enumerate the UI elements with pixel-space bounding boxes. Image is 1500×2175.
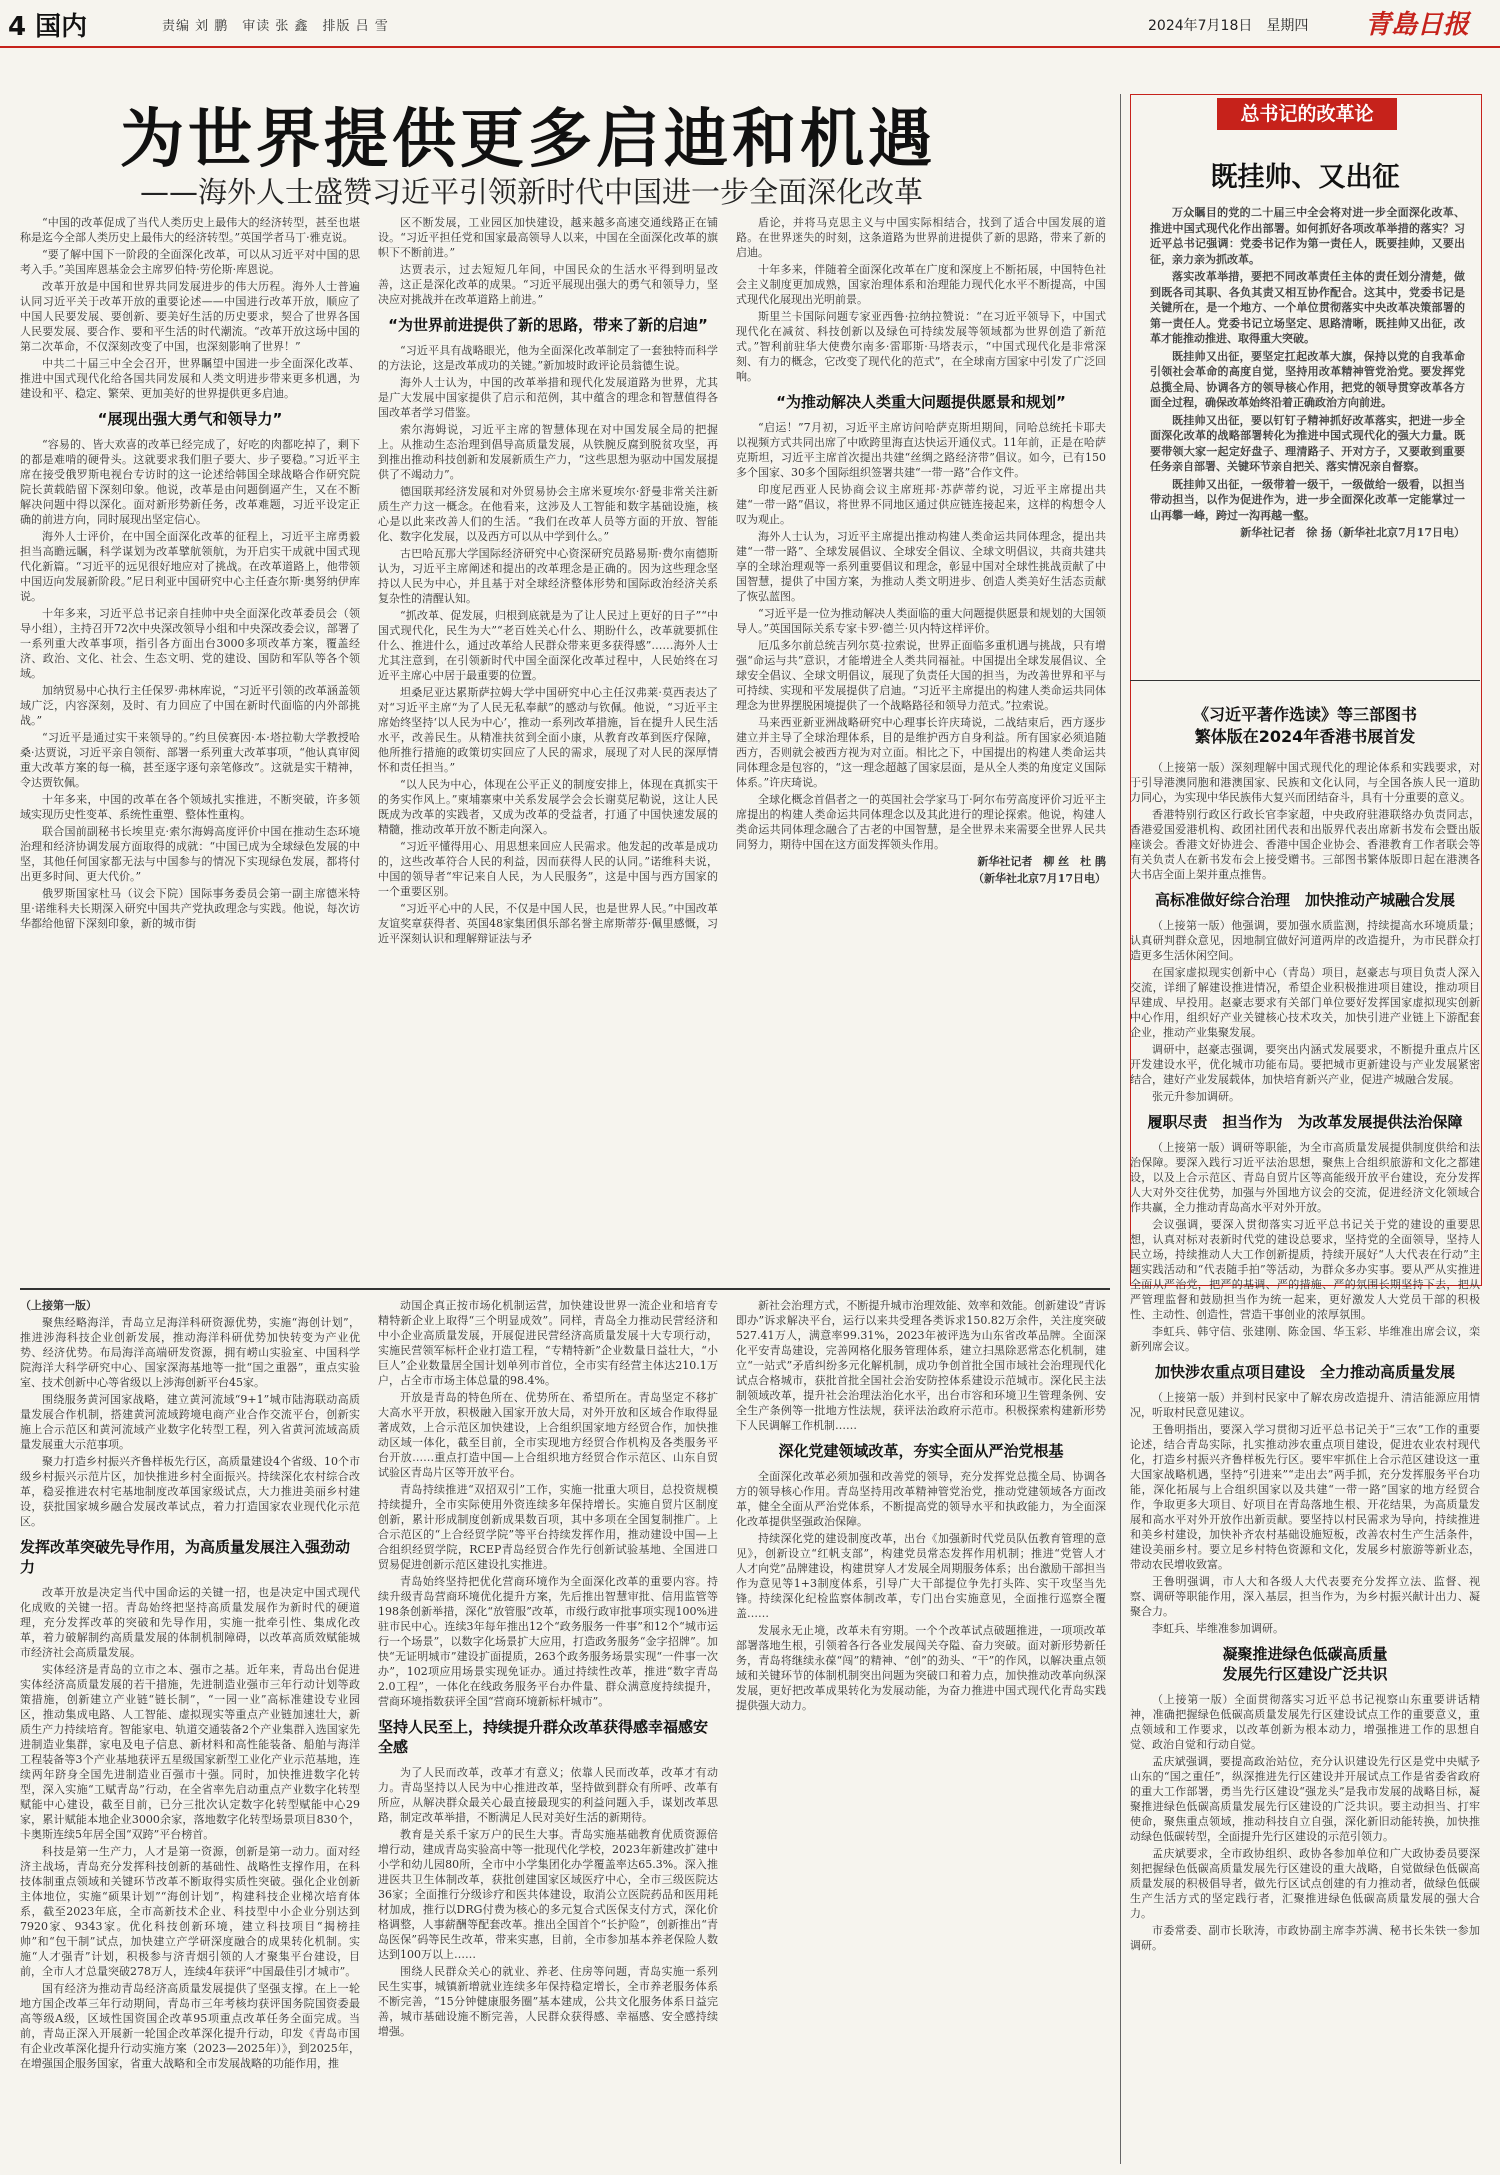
paragraph: 海外人士认为，习近平主席提出推动构建人类命运共同体理念，提出共建“一带一路”、全球发展倡议、全球安全倡议、全球文明倡议，共商共建共享的全球治理观等一系列重要倡议和理念，彰显中国对全球性挑战贡献了中国智慧，提供了中国方案，为推动人类文明进步、创造人类美好生活态贡献了恢弘蓝图。	[736, 530, 1106, 603]
paragraph: “习近平具有战略眼光，他为全面深化改革制定了一套独特而科学的方法论，这是改革成功的关键。”新加坡时政评论员翁德生说。	[378, 344, 718, 372]
article-dateline: （新华社北京7月17日电）	[973, 872, 1106, 885]
paragraph: 聚焦经略海洋，青岛立足海洋科研资源优势，实施“海创计划”，推进涉海科技企业创新发展，推动海洋科研优势加快转变为产业优势、经济优势。布局海洋高端研发资源，拥有崂山实验室、中国科学院海洋大科学研究中心、国家深海基地等一批“国之重器”，重点实验室、技术创新中心等省级以上涉海创新平台45家。	[20, 1316, 360, 1389]
paragraph: （上接第一版）全面贯彻落实习近平总书记视察山东重要讲话精神，准确把握绿色低碳高质量发展先行区建设试点工作的重要意义，重点领域和工作要求，以改革创新为根本动力，增强推进工作的思想自觉、政治自觉和行动自觉。	[1130, 1693, 1480, 1751]
commentary-body	[1150, 205, 1465, 570]
column-divider	[1120, 94, 1121, 2164]
main-headline: 为世界提供更多启迪和机遇	[120, 102, 936, 177]
paragraph: 斯里兰卡国际问题专家亚西鲁·拉纳拉赞说：“在习近平领导下，中国式现代化在减贫、科技创新以及绿色可持续发展等领域都为世界创造了新范式。”智利前驻华大使费尔南多·雷耶斯·马塔表示，“中国式现代化是非常深刻、有力的概念，它改变了现代化的范式”，在全球南方国家中引发了广泛回响。	[736, 310, 1106, 383]
paragraph: 张元升参加调研。	[1152, 1090, 1240, 1103]
paragraph: “习近平是通过实干来领导的。”约旦侯赛因·本·塔拉勒大学教授哈桑·达贾说，习近平亲自领衔、部署一系列重大改革事项，“他认真审阅重大改革方案的每一稿，甚至逐字逐句亲笔修改”。这就是实干精神，令达贾钦佩。	[20, 731, 360, 789]
paragraph: 发展永无止境，改革未有穷期。一个个改革试点破题推进，一项项改革部署落地生根，引领着各行各业发展闯关夺隘、奋力突破。面对新形势新任务，青岛将继续永葆“闯”的精神、“创”的劲头、“干”的作风，以解决重点领域和关键环节的体制机制突出问题为突破口和着力点，加快推动改革向纵深发展，更好把改革成果转化为发展动能，为奋力推进中国式现代化青岛实践提供强大动力。	[736, 1624, 1106, 1712]
commentary-byline: 新华社记者 徐 扬（新华社北京7月17日电）	[1240, 526, 1465, 539]
section-divider	[1130, 680, 1480, 681]
section-heading: 坚持人民至上，持续提升群众改革获得感幸福感安全感	[378, 1718, 709, 1756]
paragraph: “抓改革、促发展，归根到底就是为了让人民过上更好的日子”“中国式现代化，民生为大”“老百姓关心什么、期盼什么，改革就要抓住什么、推进什么，通过改革给人民群众带来更多获得感”……海外人士尤其注意到，在引领新时代中国全面深化改革过程中，人民始终在习近平主席心中居于最重要的位置。	[378, 609, 718, 682]
paragraph: 厄瓜多尔前总统吉列尔莫·拉索说，世界正面临多重机遇与挑战，只有增强“命运与共”意识，才能增进全人类共同福祉。中国提出全球发展倡议、全球安全倡议、全球文明倡议，展现了负责任大国的担当，为改善世界和平与可持续、实现和平发展提供了启迪。“习近平主席提出的构建人类命运共同体理念为世界摆脱困境提供了一个战略路径和领导力范式。”拉索说。	[736, 639, 1106, 712]
section-divider	[20, 1288, 1110, 1290]
paragraph: 开放是青岛的特色所在、优势所在、希望所在。青岛坚定不移扩大高水平开放，积极融入国家开放大局，对外开放和区域合作取得显著成效，上合示范区加快建设，上合组织国家地方经贸合作，加快推动区域一体化，截至目前，全市实现地方经贸合作机构及各类服务平台开放……重点打造中国—上合组织地方经贸合作示范区、山东自贸试验区青岛片区等开放平台。	[378, 1391, 718, 1479]
paragraph: 科技是第一生产力，人才是第一资源，创新是第一动力。面对经济主战场，青岛充分发挥科技创新的基础性、战略性支撑作用，在科技体制重点领域和关键环节改革不断取得实质性突破。强化企业创新主体地位，实施“硕果计划”“海创计划”，构建科技企业梯次培育体系，截至2023年底，全市高新技术企业、科技型中小企业分别达到7920家、9343家。优化科技创新环境，建立科技项目“揭榜挂帅”和“包干制”试点，加快建立产学研深度融合的成果转化机制。实施“人才强青”计划，积极参与济青烟引领的人才聚集平台建设，目前，全市人才总量突破278万人，连续4年获评“中国最佳引才城市”。	[20, 1845, 360, 1978]
paragraph: “习近平懂得用心、用思想来回应人民需求。他发起的改革是成功的，这些改革符合人民的利益，因而获得人民的认同。”诺维科夫说，中国的领导者“牢记来自人民，为人民服务”，这是中国与西方国家的一个重要区别。	[378, 840, 718, 898]
paragraph: 十年多来，习近平总书记亲自挂帅中央全面深化改革委员会（领导小组），主持召开72次中央深改领导小组和中央深改委会议，部署了一系列重大改革事项，指引各方面出台3000多项改革方案，覆盖经济、政治、文化、社会、生态文明、党的建设、国防和军队等各个领域。	[20, 607, 360, 680]
article-column-2	[378, 215, 718, 1280]
story-heading: 高标准做好综合治理 加快推动产城融合发展	[1154, 891, 1455, 909]
column-tag: 总书记的改革论	[1217, 98, 1397, 130]
article-column-1	[20, 215, 360, 1280]
paragraph: “习近平心中的人民，不仅是中国人民，也是世界人民。”中国改革友谊奖章获得者、英国48家集团俱乐部名誉主席斯蒂芬·佩里感慨，习近平深刻认识和理解辩证法与矛	[378, 902, 718, 945]
paragraph: 动国企真正按市场化机制运营，加快建设世界一流企业和培育专精特新企业上取得“三个明显成效”。同样，青岛全力推动民营经济和中小企业高质量发展，开展促进民营经济高质量发展十大专项行动，实施民营领军标杆企业打造工程，“专精特新”企业数量日益壮大，“小巨人”企业数量居全国计划单列市首位，全市实有经营主体达210.1万户，占全市市场主体总量的98.4%。	[378, 1299, 718, 1387]
paragraph: 既挂帅又出征，要以钉钉子精神抓好改革落实，把进一步全面深化改革的战略部署转化为推进中国式现代化的强大力量。既要带领大家一起定好盘子、理清路子、开对方子，又要敢到重要任务亲自部署、关键环节亲自把关、落实情况亲自督察。	[1150, 413, 1465, 473]
right-news-column	[1130, 700, 1480, 2170]
paragraph: 调研中，赵豪志强调，要突出内涵式发展要求，不断提升重点片区开发建设水平，优化城市功能布局。要把城市更新建设与产业发展紧密结合，建好产业发展载体，加快培育新兴产业，促进产城融合发展。	[1130, 1043, 1480, 1086]
paragraph: 为了人民而改革，改革才有意义；依靠人民而改革，改革才有动力。青岛坚持以人民为中心推进改革，坚持做到群众有所呼、改革有所应，从解决群众最关心最直接最现实的利益问题入手，谋划改革思路，制定改革举措，不断满足人民对美好生活的新期待。	[378, 1766, 718, 1824]
article-byline: 新华社记者 柳 丝 杜 鹃	[977, 855, 1106, 868]
lower-column-2	[378, 1298, 718, 2168]
lower-column-3	[736, 1298, 1117, 2168]
paragraph: 改革开放是中国和世界共同发展进步的伟大历程。海外人士普遍认同习近平关于改革开放的重要论述——中国进行改革开放，顺应了中国人民要发展、要创新、要美好生活的历史要求，契合了世界各国人民要发展、要合作、要和平生活的时代潮流。“改革开放这场中国的第二次革命，不仅深刻改变了中国，也深刻影响了世界！”	[20, 280, 360, 353]
paragraph: “中国的改革促成了当代人类历史上最伟大的经济转型，甚至也堪称是迄今全部人类历史上最伟大的经济转型。”英国学者马丁·雅克说。	[20, 216, 360, 244]
paragraph: 孟庆斌要求，全市政协组织、政协各参加单位和广大政协委员要深刻把握绿色低碳高质量发展先行区建设的重大战略，自觉做绿色低碳高质量发展的积极倡导者，做先行区试点创建的有力推动者，做绿色低碳生产生活方式的坚定践行者，汇聚推进绿色低碳高质量发展的强大合力。	[1130, 1847, 1480, 1920]
paragraph: 加纳贸易中心执行主任保罗·弗林库说，“习近平引领的改革涵盖领域广泛，内容深刻，及时、有力回应了中国在新时代面临的内外部挑战。”	[20, 684, 360, 727]
paragraph: 教育是关系千家万户的民生大事。青岛实施基础教育优质资源倍增行动，建成青岛实验高中等一批现代化学校，2023年新建改扩建中小学和幼儿园80所，全市中小学集团化办学覆盖率达65.3%。深入推进医共卫生体制改革，获批创建国家区域医疗中心，全市三级医院达36家；全面推行分级诊疗和医共体建设，取消公立医院药品和医用耗材加成，推行以DRG付费为核心的多元复合式医保支付方式，深化价格调整，人事薪酬等配套改革。推出全国首个“长护险”，创新推出“青岛医保”码等民生改革，带来实惠，目前，全市参加基本养老保险人数达到100万以上……	[378, 1828, 718, 1961]
paragraph: （上接第一版）他强调，要加强水质监测，持续提高水环境质量；认真研判群众意见，因地制宜做好河道两岸的改造提升，为市民群众打造更多生活休闲空间。	[1130, 919, 1480, 962]
paragraph: 联合国前副秘书长埃里克·索尔海姆高度评价中国在推动生态环境治理和经济协调发展方面取得的成就：“中国已成为全球绿色发展的中坚，其他任何国家都无法与中国参与的情况下实现绿色发展，都将付出更多时间、更大代价。”	[20, 825, 360, 883]
section-heading: 发挥改革突破先导作用，为高质量发展注入强劲动力	[20, 1538, 351, 1576]
paragraph: 十年多来，中国的改革在各个领域扎实推进，不断突破，许多领域实现历史性变革、系统性重塑、整体性重构。	[20, 793, 360, 821]
paragraph: 孟庆斌强调，要提高政治站位，充分认识建设先行区是党中央赋予山东的“国之重任”，纵深推进先行区建设并开展试点工作是省委省政府的重大工作部署，勇当先行区建设“强龙头”是我市发展的战略目标，凝聚推进绿色低碳高质量发展先行区建设的广泛共识。要主动担当、打牢使命，聚焦重点领域，推动科技自立自强，深化新旧动能转换，加快推动绿色低碳转型，全面提升先行区建设的示范引领力。	[1130, 1755, 1480, 1843]
paragraph: 青岛始终坚持把优化营商环境作为全面深化改革的重要内容。持续升级青岛营商环境优化提升方案，先后推出智慧审批、信用监管等198条创新举措，深化“放管服”改革，市级行政审批事项实现100%进驻市民中心。连续3年每年推出12个“政务服务一件事”和12个“城市运行一个场景”，以数字化场景扩大应用，打造政务服务“金字招牌”。加快“无证明城市”建设扩面提质，263个政务服务场景实现“一件事一次办”，102项应用场景实现免证办。通过持续性改革，推进“数字青岛2.0工程”，一体化在线政务服务平台办件量、群众满意度持续提升，营商环境指数获评全国“营商环境新标杆城市”。	[378, 1575, 718, 1708]
paragraph: 围绕人民群众关心的就业、养老、住房等问题，青岛实施一系列民生实事，城镇新增就业连续多年保持稳定增长，全市养老服务体系不断完善，“15分钟健康服务圈”基本建成，公共文化服务体系日益完善，城市基础设施不断完善，人民群众获得感、幸福感、安全感持续增强。	[378, 1965, 718, 2038]
paragraph: 印度尼西亚人民协商会议主席班邦·苏萨蒂约说，习近平主席提出共建“一带一路”倡议，将世界不同地区通过供应链连接起来，这样的构想令人叹为观止。	[736, 483, 1106, 526]
story-heading: 履职尽责 担当作为 为改革发展提供法治保障	[1147, 1113, 1463, 1131]
paragraph: 持续深化党的建设制度改革，出台《加强新时代党员队伍教育管理的意见》，创新设立“红帆支部”，构建党员常态发挥作用机制；推进“党管人才 人才向党”品牌建设，构建贯穿人才发展全周期服务体系；出台激励干部担当作为意见等1+3制度体系，引导广大干部提位争先打头阵、实干攻坚当先锋。持续深化纪检监察体制改革，专门出台实施意见，全面推行巡察全覆盖……	[736, 1532, 1117, 1620]
newspaper-logo: 青島日报	[1365, 10, 1470, 40]
section-heading: “为推动解决人类重大问题提供愿景和规划”	[776, 393, 1066, 411]
page-number-section: 4 国内	[8, 12, 88, 42]
paragraph: （上接第一版）调研等职能，为全市高质量发展提供制度供给和法治保障。要深入践行习近平法治思想，聚焦上合组织旅游和文化之都建设，以及上合示范区、青岛自贸片区等高能级开放平台建设，充分发挥人大对外交往优势，加强与外国地方议会的交流，促进经济文化领域合作共赢，全力推动青岛高水平对外开放。	[1130, 1141, 1480, 1214]
editor-credits: 责编 刘 鹏 审读 张 鑫 排版 吕 雪	[162, 19, 389, 34]
paragraph: 在国家虚拟现实创新中心（青岛）项目，赵豪志与项目负责人深入交流，详细了解建设推进情况，希望企业积极推进项目建设，推动项目早建成、早投用。赵豪志要求有关部门单位要好发挥国家虚拟现实创新中心作用，组织好产业关键核心技术攻关，加快引进产业链上下游配套企业，推动产业集聚发展。	[1130, 966, 1480, 1039]
paragraph: 王鲁明强调，市人大和各级人大代表要充分发挥立法、监督、视察、调研等职能作用，深入基层，担当作为，为乡村振兴献计出力、凝聚合力。	[1130, 1575, 1480, 1618]
paragraph: 聚力打造乡村振兴齐鲁样板先行区，高质量建设4个省级、10个市级乡村振兴示范片区，加快推进乡村全面振兴。持续深化农村综合改革，稳妥推进农村宅基地制度改革国家级试点，大力推进美丽乡村建设，获批国家城乡融合发展改革试点，着力打造国家农业现代化示范区。	[20, 1455, 360, 1528]
paragraph: 索尔海姆说，习近平主席的智慧体现在对中国发展全局的把握上。从推动生态治理到倡导高质量发展，从铁腕反腐到脱贫攻坚，再到推出推动科技创新和发展新质生产力，“这些思想为驱动中国发展提供了不竭动力”。	[378, 423, 718, 481]
commentary-title: 既挂帅、又出征	[1210, 162, 1400, 193]
paragraph: 海外人士评价，在中国全面深化改革的征程上，习近平主席勇毅担当高瞻远瞩，科学谋划为改革擘航领航，为开启实干成就中国式现代化新篇。“习近平的远见很好地应对了挑战。在改革道路上，他带领中国迈向发展新阶段。”尼日利亚中国研究中心主任查尔斯·奥努纳伊库说。	[20, 530, 360, 603]
section-heading: “为世界前进提供了新的思路，带来了新的启迪”	[388, 316, 708, 334]
paragraph: 新社会治理方式，不断提升城市治理效能、效率和效能。创新建设“青诉即办”诉求解决平台，运行以来共受理各类诉求150.82万余件，关注度突破527.41万人，满意率99.31%，2023年被评选为山东省改革品牌。全面深化平安青岛建设，完善网格化服务管理体系，建立扫黑除恶常态化机制，建立“一站式”矛盾纠纷多元化解机制，成功争创首批全国市域社会治理现代化试点合格城市，获批首批全国社会治安防控体系建设示范城市。深化民主法制领域改革，提升社会治理法治化水平，出台市容和环境卫生管理条例、安全生产条例等一批地方性法规，获评法治政府示范市。积极探索构建新形势下人民调解工作机制……	[736, 1299, 1106, 1432]
paragraph: 俄罗斯国家杜马（议会下院）国际事务委员会第一副主席德米特里·诺维科夫长期深入研究中国共产党执政理念与实践。他说，每次访华都给他留下深刻印象，新的城市街	[20, 887, 360, 930]
section-heading: “展现出强大勇气和领导力”	[97, 410, 283, 428]
lower-column-1	[20, 1298, 360, 2168]
paragraph: 改革开放是决定当代中国命运的关键一招，也是决定中国式现代化成败的关键一招。青岛始终把坚持高质量发展作为新时代的硬道理，充分发挥改革的突破和先导作用，实施一批牵引性、集成化改革，着力破解制约高质量发展的体制机制障碍，以改革高质效赋能城市经济社会高质量发展。	[20, 1586, 360, 1659]
paragraph: “启运！”7月初，习近平主席访问哈萨克斯坦期间，同哈总统托卡耶夫以视频方式共同出席了中欧跨里海直达快运开通仪式。11年前，正是在哈萨克斯坦，习近平主席首次提出共建“丝绸之路经济带”倡议。如今，已有150多个国家、30多个国际组织签署共建“一带一路”合作文件。	[736, 421, 1106, 479]
paragraph: 会议强调，要深入贯彻落实习近平总书记关于党的建设的重要思想，认真对标对表新时代党的建设总要求，坚持党的全面领导，坚持人民立场，持续推动人大工作创新提质，持续开展好“人大代表在行动”主题实践活动和“代表随手拍”等活动，为群众多办实事。要从严从实推进全面从严治党，把严的基调、严的措施、严的氛围长期坚持下去，把从严管理监督和鼓励担当作为统一起来，更好激发人大党员干部的积极性、主动性、创造性，营造干事创业的浓厚氛围。	[1130, 1218, 1480, 1321]
continued-marker: （上接第一版）	[20, 1299, 97, 1312]
story-heading: 凝聚推进绿色低碳高质量 发展先行区建设广泛共识	[1222, 1645, 1388, 1683]
paragraph: 马来西亚新亚洲战略研究中心理事长许庆琦说，二战结束后，西方逐步建立并主导了全球治理体系，目的是维护西方自身利益。所有国家必须追随西方，否则就会被西方视为对立面。相比之下，中国提出的构建人类命运共同体理念是包容的，“这一理念超越了国家层面，是从全人类的角度定义国际体系。”许庆琦说。	[736, 716, 1106, 789]
paragraph: 万众瞩目的党的二十届三中全会将对进一步全面深化改革、推进中国式现代化作出部署。如何抓好各项改革举措的落实？习近平总书记强调：党委书记作为第一责任人，既要挂帅，又要出征，亲力亲为抓改革。	[1150, 206, 1465, 266]
section-heading: 深化党建领域改革，夯实全面从严治党根基	[778, 1442, 1064, 1460]
book-story-title: 《习近平著作选读》等三部图书 繁体版在2024年香港书展首发	[1192, 705, 1417, 746]
paragraph: “要了解中国下一阶段的全面深化改革，可以从习近平对中国的思考入手。”美国库恩基金会主席罗伯特·劳伦斯·库恩说。	[20, 248, 360, 276]
main-subheadline: ——海外人士盛赞习近平引领新时代中国进一步全面深化改革	[140, 175, 924, 209]
paragraph: （上接第一版）深刻理解中国式现代化的理论体系和实践要求，对于引导港澳同胞和港澳国家、民族和文化认同，与全国各族人民一道助力同心，为实现中华民族伟大复兴而团结奋斗，具有十分重要的意义。	[1130, 761, 1480, 804]
paragraph: 围绕服务黄河国家战略，建立黄河流域“9+1”城市陆海联动高质量发展合作机制，搭建黄河流域跨境电商产业合作交流平台，创新实施上合示范区和黄河流域产业数字化转型工程，列入省黄河流域高质量发展重大示范事项。	[20, 1393, 360, 1451]
paragraph: 达贾表示，过去短短几年间，中国民众的生活水平得到明显改善，这正是深化改革的成果。“习近平展现出强大的勇气和领导力，坚决应对挑战并在改革道路上前进。”	[378, 263, 718, 306]
paragraph: 市委常委、副市长耿涛，市政协副主席李苏满、秘书长朱铁一参加调研。	[1130, 1924, 1480, 1952]
issue-date: 2024年7月18日 星期四	[1148, 18, 1309, 34]
paragraph: 青岛持续推进“双招双引”工作，实施一批重大项目，总投资规模持续提升，全市实际使用外资连续多年保持增长。实施自贸片区制度创新，累计形成制度创新成果数百项，其中多项在全国复制推广。上合示范区的“上合经贸学院”等平台持续发挥作用，推动建设中国—上合组织经贸学院，RCEP青岛经贸合作先行创新试验基地、全国进口贸易促进创新示范区建设扎实推进。	[378, 1483, 718, 1571]
paragraph: “容易的、皆大欢喜的改革已经完成了，好吃的肉都吃掉了，剩下的都是难啃的硬骨头。这就要求我们胆子要大、步子要稳。”习近平主席在接受俄罗斯电视台专访时的这一论述给韩国全球战略合作研究院院长黄载皓留下深刻印象。他说，改革是由问题倒逼产生，又在不断解决问题中得以深化。面对新形势新任务，改革难题，习近平设定正确的前进方向，同时展现出坚定信心。	[20, 438, 360, 526]
paragraph: 既挂帅又出征，一级带着一级干，一级做给一级看，以担当带动担当，以作为促进作为，进一步全面深化改革一定能掌过一山再攀一峰，跨过一沟再越一壑。	[1150, 477, 1465, 522]
paragraph: 坦桑尼亚达累斯萨拉姆大学中国研究中心主任汉弗莱·莫西表达了对“习近平主席“为了人民无私奉献”的感动与钦佩。他说，“习近平主席始终坚持‘以人民为中心’，推动一系列改革措施，旨在提升人民生活水平，改善民生。从精准扶贫到全面小康，从教育改革到医疗保障，他所推行措施的政策切实回应了人民的需求，展现了对人民的深厚情怀和责任担当。”	[378, 686, 718, 774]
paragraph: 古巴哈瓦那大学国际经济研究中心资深研究员路易斯·费尔南德斯认为，习近平主席阐述和提出的改革理念是正确的。因为这些理念坚持以人民为中心，并且基于对全球经济整体形势和国际政治经济关系复杂性的清醒认知。	[378, 547, 718, 605]
paragraph: 十年多来，伴随着全面深化改革在广度和深度上不断拓展，中国特色社会主义制度更加成熟，国家治理体系和治理能力现代化水平不断提高，中国式现代化展现出光明前景。	[736, 263, 1106, 306]
paragraph: 中共二十届三中全会召开，世界瞩望中国进一步全面深化改革、推进中国式现代化给各国共同发展和人类文明进步带来更多机遇，为建设和平、稳定、繁荣、更加美好的世界提供更多启迪。	[20, 357, 360, 400]
paragraph: 区不断发展，工业园区加快建设，越来越多高速交通线路正在铺设。“习近平担任党和国家最高领导人以来，中国在全面深化改革的旗帜下不断前进。”	[378, 216, 718, 259]
paragraph: 李虹兵、韩守信、张建刚、陈金国、华玉彩、毕维准出席会议，栾新列席会议。	[1130, 1325, 1480, 1353]
paragraph: 落实改革举措，要把不同改革责任主体的责任划分清楚，做到既各司其职、各负其责又相互协作配合。这其中，党委书记是关键所在，是一个地方、一个单位贯彻落实中央改革决策部署的第一责任人。党委书记立场坚定、思路清晰，既挂帅又出征，改革才能推动推进、取得重大突破。	[1150, 270, 1465, 345]
paragraph: 德国联邦经济发展和对外贸易协会主席米夏埃尔·舒曼非常关注新质生产力这一概念。在他看来，这涉及人工智能和数字基础设施，核心是以此来改善人们的生活。“我们在改革人员等方面的开放、智能化、数字化发展，以及西方可以从中学到什么。”	[378, 485, 718, 543]
story-heading: 加快涉农重点项目建设 全力推动高质量发展	[1154, 1363, 1455, 1381]
paragraph: 全球化概念首倡者之一的英国社会学家马丁·阿尔布劳高度评价习近平主席提出的构建人类命运共同体理念以及其此进行的理论探索。他说，构建人类命运共同体理念融合了古老的中国智慧，是全世界未来需要全世界人民共同努力，期待中国在这方面发挥领头作用。	[736, 793, 1106, 851]
paragraph: “习近平是一位为推动解决人类面临的重大问题提供愿景和规划的大国领导人。”英国国际关系专家卡罗·德兰·贝内特这样评价。	[736, 607, 1106, 635]
paragraph: 全面深化改革必须加强和改善党的领导，充分发挥党总揽全局、协调各方的领导核心作用。青岛坚持用改革精神管党治党，推动党建领域各方面改革，健全全面从严治党体系，不断提高党的领导水平和执政能力，为全面深化改革提供坚强政治保障。	[736, 1470, 1106, 1528]
paragraph: 香港特别行政区行政长官李家超，中央政府驻港联络办负责同志，香港爱国爱港机构、政团社团代表和出版界代表出席新书发布会暨出版座谈会。香港文好协进会、香港中国企业协会、香港教育工作者联会等有关负责人在新书发布会上接受赠书。三部图书繁体版即日起在港澳各大书店全面上架并重点推售。	[1130, 808, 1480, 881]
paragraph: 王鲁明指出，要深入学习贯彻习近平总书记关于“三农”工作的重要论述，结合青岛实际，扎实推动涉农重点项目建设，促进农业农村现代化，打造乡村振兴齐鲁样板先行区。要牢牢抓住上合示范区建设这一重大国家战略机遇，坚持“引进来”“走出去”两手抓，充分发挥服务平台功能，深化拓展与上合组织国家以及共建“一带一路”国家的地方经贸合作，争取更多大项目、好项目在青岛落地生根、开花结果，为高质量发展和高水平对外开放作出新贡献。要坚持以村民需求为导向，持续推进和美乡村建设，加快补齐农村基础设施短板，改善农村生产生活条件，建设美丽乡村。要立足乡村特色资源和文化，发展乡村旅游等新业态，带动农民增收致富。	[1130, 1423, 1480, 1571]
article-column-3	[736, 215, 1106, 1280]
paragraph: 李虹兵、毕维准参加调研。	[1152, 1622, 1284, 1635]
paragraph: 实体经济是青岛的立市之本、强市之基。近年来，青岛出台促进实体经济高质量发展的若干措施，先进制造业强市三年行动计划等政策措施，创新建立产业链“链长制”，“一园一业”高标准建设专业园区，推动集成电路、人工智能、虚拟现实等重点产业链加速壮大，新质生产力持续培育。智能家电、轨道交通装备2个产业集群入选国家先进制造业集群，家电及电子信息、新材料和高性能装备、船舶与海洋工程装备等3个产业基地获评五星级国家新型工业化产业示范基地，连续两年跻身全国先进制造业百强市十强。同时，加快推进数字化转型，深入实施“工赋青岛”行动，在全省率先启动重点产业数字化转型赋能中心建设，截至目前，已分三批次认定数字化转型赋能中心29家，累计赋能本地企业3000余家，落地数字化转型场景项目830个，卡奥斯连续5年居全国“双跨”平台榜首。	[20, 1663, 360, 1841]
paragraph: 海外人士认为，中国的改革举措和现代化发展道路为世界，尤其是广大发展中国家提供了启示和范例，其中蕴含的理念和智慧值得各国改革者学习借鉴。	[378, 376, 718, 419]
paragraph: （上接第一版）并到村民家中了解农房改造提升、清洁能源应用情况，听取村民意见建议。	[1130, 1391, 1480, 1419]
paragraph: 国有经济为推动青岛经济高质量发展提供了坚强支撑。在上一轮地方国企改革三年行动期间，青岛市三年考核均获评国务院国资委最高等级A级，区域性国资国企改革95项重点改革任务全面完成。当前，青岛正深入开展新一轮国企改革深化提升行动，印发《青岛市国有企业改革深化提升行动实施方案（2023—2025年）》，到2025年，在增强国企服务国家，省重大战略和全市发展战略的功能作用，推	[20, 1982, 360, 2070]
page-header	[0, 0, 1500, 48]
paragraph: 盾论，并将马克思主义与中国实际相结合，找到了适合中国发展的道路。在世界迷失的时刻，这条道路为世界前进提供了新的思路，带来了新的启迪。	[736, 216, 1106, 259]
paragraph: “以人民为中心，体现在公平正义的制度安排上，体现在真抓实干的务实作风上。”柬埔寨柬中关系发展学会会长谢莫尼勒说，这让人民既成为改革的实践者，又成为改革的受益者，打通了中国快速发展的精髓，推动改革开放不断走向深入。	[378, 778, 718, 836]
paragraph: 既挂帅又出征，要坚定扛起改革大旗，保持以党的自我革命引领社会革命的高度自觉，坚持用改革精神管党治党。要发挥党总揽全局、协调各方的领导核心作用，把党的领导贯穿改革各方面全过程，确保改革始终沿着正确政治方向前进。	[1150, 349, 1465, 409]
